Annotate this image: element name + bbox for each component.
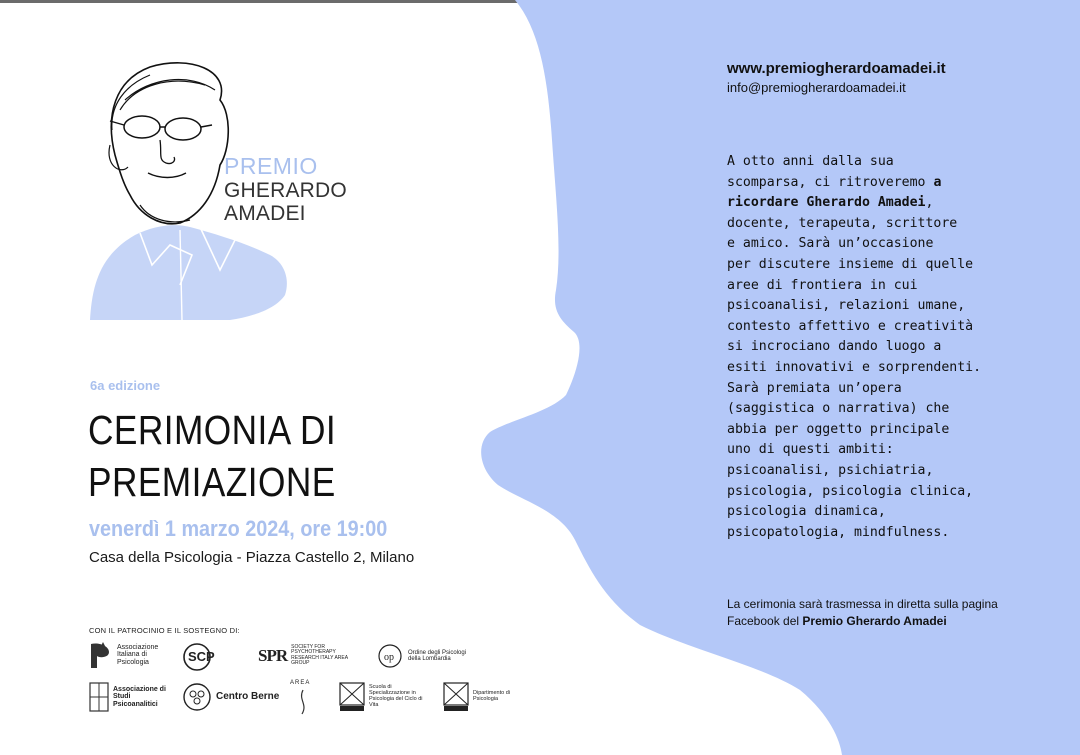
sponsor-berne-text: Centro Berne [216,690,280,702]
premio-logo [224,155,347,226]
sponsor-area [288,680,322,716]
patronage-label: CON IL PATROCINIO E IL SOSTEGNO DI: [89,626,240,635]
broadcast-note [727,596,1027,630]
logo-line-amadei: AMADEI [224,202,306,225]
spr-logo-icon: SPR [258,645,288,665]
event-datetime: venerdì 1 marzo 2024, ore 19:00 [89,516,388,541]
edition-label: 6a edizione [90,378,161,393]
sponsor-scp [182,642,215,672]
svg-text:op: op [384,652,394,663]
sponsor-bicocca-scuola [339,682,429,712]
bicocca-dip-logo-icon [443,682,469,712]
description-part1: A otto anni dalla sua scomparsa, ci ritroveremo [727,154,926,190]
event-venue: Casa della Psicologia - Piazza Castello 2, Milano [89,549,415,566]
sponsor-aip [89,640,175,670]
sponsor-spr [258,645,355,666]
email-link[interactable]: info@premiogherardoamadei.it [727,80,906,95]
event-title [88,404,336,508]
sponsor-spr-text: SOCIETY FOR PSYCHOTHERAPY RESEARCH ITALY AREA GROUP [291,644,348,666]
logo-line-gherardo: GHERARDO [224,179,347,202]
description-bold: a ricordare Gherardo Amadei [727,174,942,211]
logo-line-premio: PREMIO [224,153,318,179]
description-part2: , docente, terapeuta, scrittore e amico. Sarà un’occasione per discutere insieme di quelle aree di frontiera in cui psicoanalisi, relazioni umane, contesto affettivo e creatività si incrociano dando luogo a esiti innovativi e sorprendenti. Sarà premiata un’opera (saggistica o narrativa) che abbia per oggetto principale uno di questi ambiti: psicoanalisi, psichiatria, psicologia, psicologia clinica, psicologia dinamica, psicopatologia, mindfulness. [727,195,982,540]
aip-logo-icon [89,640,113,670]
broadcast-bold: Premio Gherardo Amadei [802,614,947,628]
bicocca-logo-icon [339,682,365,712]
broadcast-text: La cerimonia sarà trasmessa in diretta sulla pagina Facebook del [727,597,998,628]
sponsor-berne [182,682,279,712]
sponsor-aip-text: Associazione Italiana di Psicologia [117,643,159,666]
sponsor-asp [89,682,169,712]
asp-logo-icon [89,682,109,712]
website-link[interactable]: www.premiogherardoamadei.it [727,60,946,77]
event-title-line2: PREMIAZIONE [88,459,336,505]
ordine-logo-icon [376,642,404,670]
sponsor-ordine-text: Ordine degli Psicologi della Lombardia [408,649,467,662]
sponsor-scp-text: SCP [188,649,215,665]
sponsor-asp-text: Associazione di Studi Psicoanalitici [113,685,166,708]
description-text [727,152,1027,543]
sponsor-bicocca-dip-text: Dipartimento di Psicologia [473,690,510,702]
event-title-line1: CERIMONIA DI [88,407,337,453]
berne-logo-icon [182,682,212,712]
sponsor-area-text: AREA [290,680,311,686]
sponsor-ordine [376,642,478,670]
sponsor-bicocca-scuola-text: Scuola di Specializzazione in Psicologia del Ciclo di Vita [369,684,423,708]
sponsor-bicocca-dip [443,682,517,712]
